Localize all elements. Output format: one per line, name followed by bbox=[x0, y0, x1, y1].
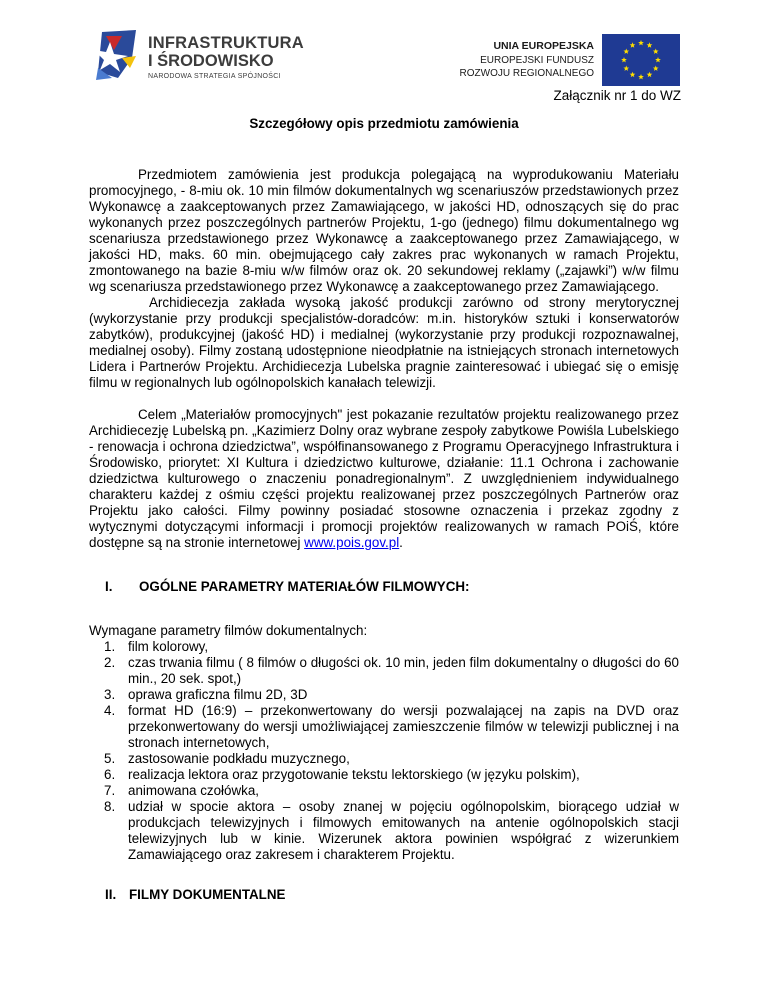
section-1-title: OGÓLNE PARAMETRY MATERIAŁÓW FILMOWYCH: bbox=[139, 579, 470, 594]
logo-right-line2: EUROPEJSKI FUNDUSZ bbox=[480, 55, 594, 66]
section-2-number: II. bbox=[105, 887, 117, 902]
requirement-text: oprawa graficzna filmu 2D, 3D bbox=[128, 687, 308, 702]
requirement-text: udział w spocie aktora – osoby znanej w pojęciu ogólnopolskim, biorącego udział w produkcjach telewizyjnych i filmowych emitowanych na antenie ogólnopolskich stacji telewizyjnych lub w kinie. Wizerunek aktora powinien współgrać z wizerunkiem Zamawiającego oraz zakresem i charakterem Projektu. bbox=[128, 799, 679, 862]
requirement-text: realizacja lektora oraz przygotowanie tekstu lektorskiego (w języku polskim), bbox=[128, 767, 580, 782]
document-body bbox=[89, 116, 679, 903]
logo-left-line2: I ŚRODOWISKO bbox=[148, 52, 274, 70]
requirement-text: czas trwania filmu ( 8 filmów o długości ok. 10 min, jeden film dokumentalny o długości do 60 min., 20 sek. spot,) bbox=[128, 655, 679, 686]
requirement-number: 8. bbox=[104, 799, 116, 814]
requirement-number: 3. bbox=[104, 687, 116, 702]
requirement-number: 6. bbox=[104, 767, 116, 782]
section-2-heading bbox=[105, 887, 679, 903]
requirement-text: zastosowanie podkładu muzycznego, bbox=[128, 751, 350, 766]
requirement-text: animowana czołówka, bbox=[128, 783, 259, 798]
section-1-number: I. bbox=[105, 579, 113, 594]
eu-logo bbox=[459, 32, 680, 88]
requirement-item bbox=[104, 703, 679, 751]
attachment-label: Załącznik nr 1 do WZ bbox=[553, 88, 681, 103]
infrastruktura-star-logo-icon bbox=[92, 28, 144, 84]
paragraph-1: Przedmiotem zamówienia jest produkcja polegającą na wyprodukowaniu Materiału promocyjnego, - 8-miu ok. 10 min filmów dokumentalnych wg scenariuszów przedstawionych przez Wykonawcę a zaakceptowanych przez Zamawiającego, w jakości HD, odnoszących się do prac wykonanych przez poszczególnych partnerów Projektu, 1-go (jednego) filmu dokumentalnego wg scenariusza przedstawionego przez Wykonawcę a zaakceptowanego przez Zamawiającego, w jakości HD, maks. 60 min. obejmującego cały zakres prac wykonanych w ramach Projektu, zmontowanego na bazie 8-miu w/w filmów oraz ok. 20 sekundowej reklamy („zajawki”) w/w filmu wg scenariusza przedstawionego przez Wykonawcę a zaakceptowanego przez Zamawiającego. bbox=[89, 167, 679, 294]
requirement-item bbox=[104, 751, 679, 767]
requirement-number: 7. bbox=[104, 783, 116, 798]
requirement-item bbox=[104, 799, 679, 863]
pois-link[interactable]: www.pois.gov.pl bbox=[304, 535, 400, 550]
section-2-title: FILMY DOKUMENTALNE bbox=[129, 887, 286, 902]
requirement-item bbox=[104, 655, 679, 687]
section-1-heading bbox=[105, 579, 679, 595]
logo-left-line3: NARODOWA STRATEGIA SPÓJNOŚCI bbox=[148, 73, 281, 80]
requirement-item bbox=[104, 783, 679, 799]
document-title: Szczegółowy opis przedmiotu zamówienia bbox=[249, 116, 519, 131]
requirement-item bbox=[104, 639, 679, 655]
logo-left-line1: INFRASTRUKTURA bbox=[148, 34, 304, 52]
logo-right-line1: UNIA EUROPEJSKA bbox=[493, 40, 594, 52]
requirement-number: 1. bbox=[104, 639, 116, 654]
requirement-text: film kolorowy, bbox=[128, 639, 209, 654]
requirement-item bbox=[104, 687, 679, 703]
logo-right-line3: ROZWOJU REGIONALNEGO bbox=[459, 68, 594, 79]
requirement-number: 2. bbox=[104, 655, 116, 670]
eu-flag-icon bbox=[602, 34, 680, 86]
infrastruktura-logo bbox=[92, 28, 322, 86]
requirements-list bbox=[89, 639, 679, 863]
requirements-intro: Wymagane parametry filmów dokumentalnych: bbox=[89, 623, 368, 638]
requirement-number: 4. bbox=[104, 703, 116, 718]
requirement-number: 5. bbox=[104, 751, 116, 766]
requirement-item bbox=[104, 767, 679, 783]
paragraph-3 bbox=[89, 407, 679, 551]
paragraph-2: Archidiecezja zakłada wysoką jakość produkcji zarówno od strony merytorycznej (wykorzystanie przy produkcji specjalistów-doradców: m.in. historyków sztuki i konserwatorów zabytków), produkcyjnej (jakość HD) i medialnej (wykorzystanie przy produkcji rozpoznawalnej, medialnej osoby). Filmy zostaną udostępnione nieodpłatnie na istniejących stronach internetowych Lidera i Partnerów Projektu. Archidiecezja Lubelska pragnie zainteresować i ubiegać się o emisję filmu w regionalnych lub ogólnopolskich kanałach telewizji. bbox=[89, 295, 679, 390]
paragraph-3-end: . bbox=[399, 535, 403, 550]
paragraph-3-text: Celem „Materiałów promocyjnych" jest pokazanie rezultatów projektu realizowanego przez Archidiecezję Lubelską pn. „Kazimierz Dolny oraz wybrane zespoły zabytkowe Powiśla Lubelskiego - renowacja i ochrona dziedzictwa”, współfinansowanego z Programu Operacyjnego Infrastruktura i Środowisko, priorytet: XI Kultura i dziedzictwo kulturowe, działanie: 11.1 Ochrona i zachowanie dziedzictwa kulturowego o znaczeniu ponadregionalnym”. Z uwzględnieniem indywidualnego charakteru każdej z ośmiu części projektu realizowanej przez poszczególnych Partnerów oraz Projektu jako całości. Filmy powinny posiadać stosowne oznaczenia i przekaz zgodny z wytycznymi dotyczącymi informacji i promocji projektów realizowanych w ramach POiŚ, które dostępne są na stronie internetowej bbox=[89, 407, 679, 550]
requirement-text: format HD (16:9) – przekonwertowany do wersji pozwalającej na zapis na DVD oraz przekonwertowany do wersji umożliwiającej zamieszczenie filmów w telewizji publicznej i na stronach internetowych, bbox=[128, 703, 679, 750]
